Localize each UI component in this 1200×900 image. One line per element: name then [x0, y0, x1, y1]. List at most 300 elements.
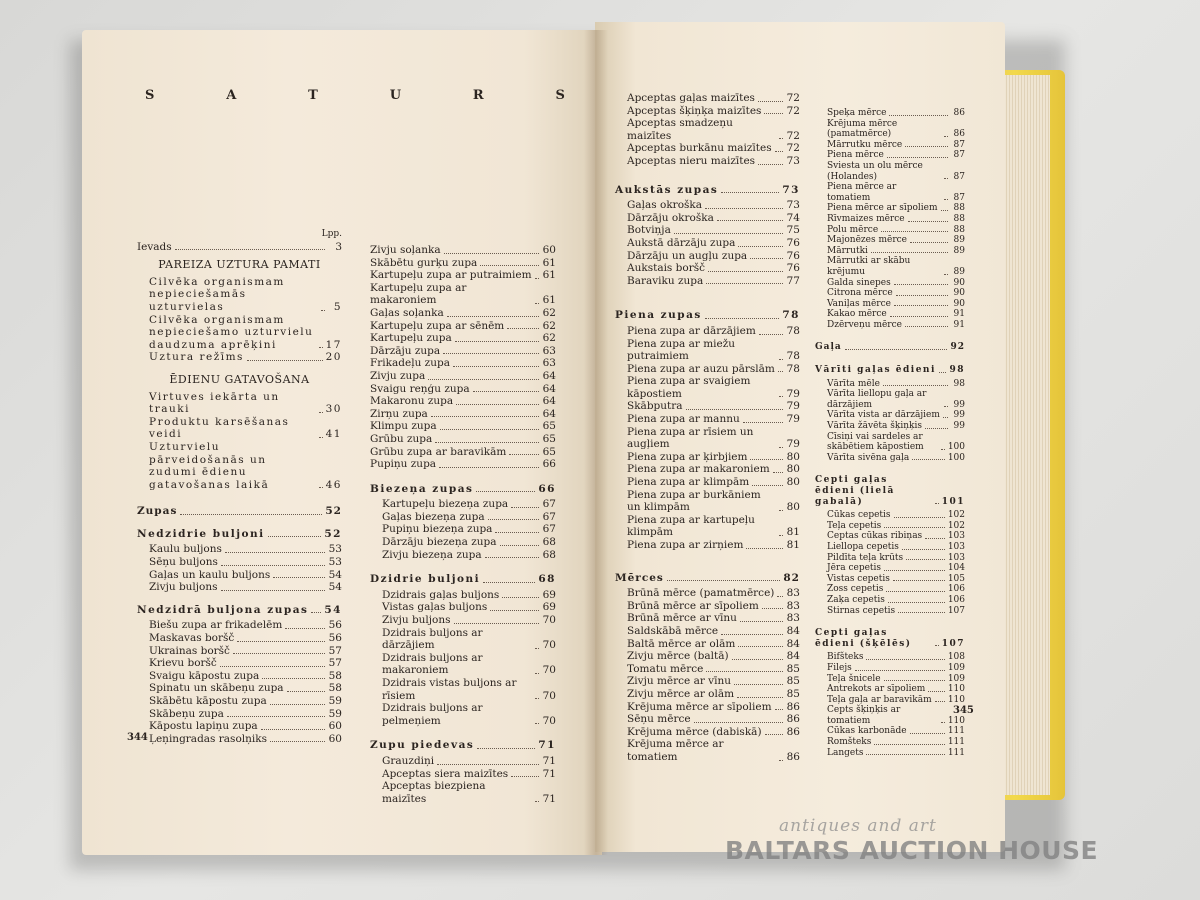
- toc-entry: [827, 542, 965, 553]
- entry-title: Skābētu kāpostu zupa: [149, 695, 267, 707]
- entry-title: Gaļa: [815, 342, 842, 353]
- entry-page-number: 70: [542, 689, 556, 702]
- dot-leader: [535, 278, 539, 279]
- dot-leader: [321, 310, 325, 311]
- dot-leader: [845, 349, 948, 350]
- dot-leader: [477, 748, 535, 749]
- entry-title: Nedzidrā buljona zupas: [137, 603, 309, 616]
- toc-entry: [149, 351, 342, 364]
- dot-leader: [509, 454, 539, 455]
- entry-title: Kartupeļu zupa ar makaroniem: [370, 281, 467, 307]
- entry-title: Piena zupa ar klimpām: [627, 476, 750, 489]
- toc-entry: [149, 391, 342, 416]
- dot-leader: [894, 517, 945, 518]
- dot-leader: [495, 532, 539, 533]
- dot-leader: [925, 428, 948, 429]
- toc-entry: [827, 453, 965, 464]
- toc-entry: [382, 511, 556, 524]
- entry-title: Mārrutki: [827, 245, 868, 256]
- dot-leader: [884, 680, 945, 681]
- dot-leader: [535, 801, 539, 802]
- section-heading: ĒDIENU GATAVOŠANA: [169, 372, 310, 386]
- toc-entry: [627, 212, 800, 225]
- dot-leader: [894, 284, 948, 285]
- entry-page-number: 70: [542, 639, 556, 652]
- dot-leader: [941, 722, 945, 723]
- toc-entry: [149, 314, 342, 352]
- entry-title: Dzidrais buljons ar dārzājiem: [382, 626, 483, 652]
- dot-leader: [912, 459, 945, 460]
- entry-page-number: 76: [786, 236, 800, 249]
- title-letter: S: [555, 88, 565, 103]
- entry-page-number: 98: [953, 378, 965, 389]
- toc-entry: [382, 601, 556, 614]
- entry-title: Makaronu zupa: [370, 395, 454, 408]
- entry-page-number: 30: [325, 403, 342, 416]
- dot-leader: [319, 487, 323, 488]
- entry-title: Zirņu zupa: [370, 407, 428, 420]
- toc-entry: [827, 421, 965, 432]
- entry-page-number: 75: [786, 224, 800, 237]
- dot-leader: [511, 507, 539, 508]
- entry-title: Zivju mērce ar vīnu: [627, 675, 731, 688]
- entry-page-number: 85: [786, 675, 800, 688]
- dot-leader: [910, 242, 948, 243]
- entry-title: Vārīta sivēna gaļa: [827, 452, 910, 463]
- entry-title: Grūbu zupa: [370, 432, 433, 445]
- entry-page-number: 72: [786, 92, 800, 104]
- entry-page-number: 87: [953, 192, 965, 203]
- toc-entry: [370, 269, 556, 282]
- entry-title: Pupiņu biezeņa zupa: [382, 523, 493, 536]
- entry-page-number: 82: [783, 571, 800, 584]
- entry-title: Bifšteks: [827, 652, 864, 663]
- entry-page-number: 85: [786, 687, 800, 700]
- title-letter: U: [389, 88, 402, 103]
- entry-title: Piena zupa ar makaroniem: [627, 463, 770, 476]
- dot-leader: [273, 577, 325, 578]
- entry-title: Baltā mērce ar olām: [627, 637, 736, 650]
- entry-title: Krējuma mērce ar tomatiem: [627, 738, 724, 763]
- entry-page-number: 65: [542, 445, 556, 458]
- toc-entry: [627, 726, 800, 739]
- entry-page-number: 104: [947, 563, 965, 574]
- dot-leader: [454, 623, 539, 624]
- dot-leader: [896, 295, 948, 296]
- dot-leader: [779, 138, 783, 139]
- entry-page-number: 71: [542, 767, 556, 780]
- toc-section-entry: [370, 739, 556, 752]
- entry-title: Sviesta un olu mērce (Holandes): [827, 160, 923, 182]
- dot-leader: [507, 328, 539, 329]
- dot-leader: [734, 684, 783, 685]
- entry-page-number: 107: [947, 605, 965, 616]
- dot-leader: [476, 491, 535, 492]
- entry-page-number: 99: [953, 410, 965, 421]
- toc-entry: [370, 282, 556, 307]
- entry-title: Gaļas biezeņa zupa: [382, 510, 485, 523]
- entry-title: Sēņu buljons: [149, 556, 218, 569]
- entry-page-number: 59: [328, 707, 342, 720]
- dot-leader: [488, 519, 539, 520]
- entry-page-number: 57: [328, 657, 342, 670]
- entry-title: Dārzāju okroška: [627, 211, 714, 224]
- dot-leader: [721, 634, 783, 635]
- entry-page-number: 91: [953, 319, 965, 330]
- dot-leader: [905, 146, 948, 147]
- entry-page-number: 80: [786, 450, 800, 463]
- toc-entry: [382, 536, 556, 549]
- entry-title: Krējuma mērce (pamatmērce): [827, 118, 898, 140]
- entry-title: Ukrainas boršč: [149, 644, 230, 657]
- dot-leader: [779, 359, 783, 360]
- dot-leader: [706, 283, 783, 284]
- toc-section-entry: [815, 628, 965, 649]
- entry-title: Brūnā mērce ar vīnu: [627, 612, 737, 625]
- entry-page-number: 52: [325, 505, 342, 518]
- dot-leader: [721, 192, 779, 193]
- entry-title: Gaļas soļanka: [370, 306, 444, 319]
- entry-title: Gaļas un kaulu buljons: [149, 568, 271, 581]
- toc-entry: [627, 262, 800, 275]
- entry-title: Kartupeļu zupa: [370, 332, 452, 345]
- entry-title: Zivju mērce (baltā): [627, 650, 729, 663]
- entry-page-number: 63: [542, 344, 556, 357]
- entry-page-number: 86: [786, 713, 800, 726]
- toc-entry: [627, 489, 800, 514]
- entry-page-number: 64: [542, 369, 556, 382]
- entry-page-number: 72: [786, 129, 800, 142]
- entry-page-number: 78: [786, 350, 800, 363]
- toc-entry: [370, 420, 556, 433]
- entry-title: Dzērveņu mērce: [827, 319, 902, 330]
- toc-entry: [827, 309, 965, 320]
- toc-entry: [827, 119, 965, 140]
- dot-leader: [708, 271, 783, 272]
- book-gutter: [584, 30, 608, 855]
- entry-page-number: 54: [328, 581, 342, 594]
- entry-title: Ceptas cūkas ribiņas: [827, 531, 923, 542]
- dot-leader: [674, 233, 783, 234]
- dot-leader: [705, 208, 783, 209]
- entry-title: Zivju buljons: [149, 581, 218, 594]
- entry-page-number: 20: [325, 351, 342, 364]
- dot-leader: [440, 429, 539, 430]
- entry-title: Uztura režīms: [149, 351, 244, 364]
- entry-page-number: 62: [542, 306, 556, 319]
- dot-leader: [750, 459, 783, 460]
- toc-entry: [827, 161, 965, 182]
- entry-title: Apceptas smadzeņu maizītes: [627, 117, 733, 142]
- dot-leader: [893, 580, 945, 581]
- entry-page-number: 70: [542, 714, 556, 727]
- dot-leader: [502, 597, 539, 598]
- dot-leader: [740, 621, 783, 622]
- dot-leader: [428, 379, 539, 380]
- entry-page-number: 86: [786, 750, 800, 763]
- entry-page-number: 88: [953, 203, 965, 214]
- toc-entry: [370, 332, 556, 345]
- entry-title: Apceptas gaļas maizītes: [627, 92, 755, 104]
- entry-page-number: 105: [947, 573, 965, 584]
- entry-page-number: 60: [328, 720, 342, 733]
- dot-leader: [511, 776, 539, 777]
- toc-entry: [627, 688, 800, 701]
- toc-entry: [627, 250, 800, 263]
- entry-title: Cūkas karbonāde: [827, 726, 907, 737]
- toc-entry: [827, 663, 965, 674]
- entry-title: Piena zupa ar kartupeļu klimpām: [627, 513, 755, 539]
- toc-entry: [627, 224, 800, 237]
- entry-title: Kakao mērce: [827, 309, 887, 320]
- toc-entry: [382, 549, 556, 562]
- entry-title: Citrona mērce: [827, 288, 893, 299]
- page-number-left: 344: [127, 732, 148, 743]
- entry-title: Grauzdiņi: [382, 754, 435, 767]
- dot-leader: [906, 559, 945, 560]
- entry-page-number: 52: [324, 527, 342, 540]
- entry-title: Svaigu reņģu zupa: [370, 382, 470, 395]
- dot-leader: [447, 316, 539, 317]
- entry-page-number: 58: [328, 669, 342, 682]
- entry-title: Dzidrais gaļas buljons: [382, 588, 500, 601]
- entry-title: Pupiņu zupa: [370, 458, 437, 471]
- entry-page-number: 106: [947, 594, 965, 605]
- entry-page-number: 71: [538, 739, 556, 752]
- entry-title: Apceptas siera maizītes: [382, 767, 509, 780]
- toc-section-entry: [615, 309, 800, 322]
- entry-title: Piena zupa ar burkāniem un klimpām: [627, 488, 761, 514]
- toc-section-entry: [370, 483, 556, 496]
- dot-leader: [887, 157, 948, 158]
- toc-entry: [627, 451, 800, 464]
- entry-page-number: 57: [328, 644, 342, 657]
- entry-page-number: 89: [953, 266, 965, 277]
- toc-section-entry: [137, 241, 342, 254]
- toc-section-entry: [815, 475, 965, 507]
- entry-page-number: 107: [941, 638, 965, 649]
- entry-title: Brūnā mērce (pamatmērce): [627, 587, 775, 600]
- entry-title: Cepts šķiņķis ar tomatiem: [827, 705, 901, 726]
- toc-entry: [827, 748, 965, 759]
- toc-entry: [382, 652, 556, 677]
- dot-leader: [287, 691, 325, 692]
- dot-leader: [473, 391, 539, 392]
- toc-column-3: [615, 92, 800, 764]
- entry-title: Piena mērce ar sīpoliem: [827, 203, 938, 214]
- entry-title: Romšteks: [827, 737, 872, 748]
- dot-leader: [485, 557, 539, 558]
- entry-page-number: 81: [786, 539, 800, 551]
- entry-title: Aukstās zupas: [615, 183, 719, 196]
- entry-page-number: 78: [786, 362, 800, 375]
- dot-leader: [268, 536, 322, 537]
- entry-title: Brūnā mērce ar sīpoliem: [627, 599, 759, 612]
- toc-entry: [627, 363, 800, 376]
- dot-leader: [535, 303, 539, 304]
- entry-title: Vārīta mēle: [827, 378, 880, 389]
- toc-entry: [827, 674, 965, 685]
- dot-leader: [738, 646, 783, 647]
- entry-page-number: 79: [786, 400, 800, 413]
- dot-leader: [908, 221, 948, 222]
- entry-title: Baraviku zupa: [627, 274, 704, 287]
- entry-page-number: 85: [786, 662, 800, 675]
- entry-page-number: 88: [953, 224, 965, 235]
- entry-page-number: 68: [542, 548, 556, 561]
- dot-leader: [483, 582, 535, 583]
- dot-leader: [944, 136, 948, 137]
- entry-title: Produktu karsēšanas veidi: [149, 415, 290, 441]
- entry-title: Majonēzes mērce: [827, 235, 907, 246]
- dot-leader: [220, 666, 325, 667]
- entry-page-number: 78: [782, 309, 800, 322]
- entry-page-number: 70: [542, 664, 556, 677]
- entry-page-number: 69: [542, 588, 556, 601]
- toc-entry: [827, 278, 965, 289]
- entry-title: Kartupeļu zupa ar sēnēm: [370, 319, 505, 332]
- dot-leader: [480, 265, 539, 266]
- entry-title: Dzidrais buljons ar makaroniem: [382, 651, 483, 677]
- entry-page-number: 84: [786, 624, 800, 637]
- toc-section-entry: [815, 365, 965, 376]
- toc-section-entry: [137, 528, 342, 541]
- entry-page-number: 59: [328, 695, 342, 707]
- watermark-logo-text: BALTARS AUCTION HOUSE: [725, 836, 1099, 865]
- dot-leader: [221, 590, 325, 591]
- dot-leader: [221, 565, 325, 566]
- toc-section-entry: [137, 505, 342, 518]
- entry-page-number: 67: [542, 510, 556, 523]
- toc-entry: [370, 307, 556, 320]
- entry-title: Galda sinepes: [827, 277, 891, 288]
- entry-title: Aukstais boršč: [627, 262, 705, 275]
- entry-title: Maskavas boršč: [149, 632, 235, 645]
- toc-column-4: [815, 108, 965, 758]
- entry-title: Grūbu zupa ar baravikām: [370, 445, 507, 458]
- dot-leader: [935, 503, 939, 504]
- dot-leader: [944, 178, 948, 179]
- entry-page-number: 89: [953, 235, 965, 246]
- dot-leader: [706, 671, 783, 672]
- dot-leader: [944, 274, 948, 275]
- entry-page-number: 83: [786, 587, 800, 600]
- entry-page-number: 111: [947, 726, 965, 737]
- toc-column-1: [137, 228, 342, 745]
- dot-leader: [866, 754, 944, 755]
- toc-entry: [370, 433, 556, 446]
- dot-leader: [717, 220, 783, 221]
- entry-title: Piena zupa ar dārzājiem: [627, 324, 756, 337]
- dot-leader: [759, 334, 783, 335]
- entry-title: Apceptas burkānu maizītes: [627, 142, 772, 155]
- entry-page-number: 110: [947, 684, 965, 695]
- entry-title: Liellopa cepetis: [827, 541, 899, 552]
- entry-title: Kartupeļu zupa ar putraimiem: [370, 269, 532, 282]
- entry-page-number: 86: [786, 700, 800, 713]
- entry-page-number: 100: [947, 442, 965, 453]
- toc-entry: [627, 600, 800, 613]
- toc-entry: [827, 288, 965, 299]
- entry-title: Spinatu un skābeņu zupa: [149, 682, 284, 695]
- entry-page-number: 92: [950, 342, 965, 353]
- dot-leader: [928, 691, 944, 692]
- dot-leader: [775, 709, 783, 710]
- toc-entry: [149, 657, 342, 670]
- dot-leader: [855, 670, 945, 671]
- entry-title: Krievu boršč: [149, 657, 217, 670]
- toc-entry: [370, 446, 556, 459]
- entry-title: Mērces: [615, 571, 664, 584]
- toc-entry: [149, 569, 342, 582]
- entry-title: Zivju biezeņa zupa: [382, 548, 482, 561]
- toc-entry: [627, 701, 800, 714]
- entry-page-number: 100: [947, 452, 965, 463]
- toc-entry: [149, 416, 342, 441]
- entry-title: Cilvēka organismam nepieciešamās uzturvielas: [149, 275, 285, 313]
- dot-leader: [884, 570, 945, 571]
- dot-leader: [883, 385, 948, 386]
- entry-page-number: 70: [542, 614, 556, 627]
- toc-entry: [370, 357, 556, 370]
- toc-entry: [149, 645, 342, 658]
- toc-entry: [627, 463, 800, 476]
- entry-title: Sēņu mērce: [627, 713, 691, 726]
- entry-page-number: 80: [786, 501, 800, 514]
- toc-entry: [382, 755, 556, 768]
- toc-entry: [382, 589, 556, 602]
- entry-title: Polu mērce: [827, 224, 879, 235]
- entry-title: Dzidrie buljoni: [370, 573, 481, 586]
- toc-entry: [370, 257, 556, 270]
- entry-page-number: 69: [542, 601, 556, 614]
- entry-page-number: 72: [786, 104, 800, 117]
- entry-title: Zivju mērce ar olām: [627, 687, 735, 700]
- entry-title: Piena mērce: [827, 150, 884, 161]
- entry-title: Dārzāju zupa: [370, 344, 441, 357]
- dot-leader: [686, 409, 783, 410]
- entry-title: Teļa cepetis: [827, 520, 882, 531]
- entry-title: Apceptas šķiņķa maizītes: [627, 104, 762, 117]
- entry-title: Piena zupa ar miežu putraimiem: [627, 337, 736, 363]
- dot-leader: [500, 545, 539, 546]
- entry-title: Ļeņingradas rasolņiks: [149, 732, 267, 745]
- entry-page-number: 61: [542, 294, 556, 307]
- title-letter: T: [308, 88, 318, 103]
- dot-leader: [319, 437, 323, 438]
- dot-leader: [535, 673, 539, 674]
- entry-title: Vistas cepetis: [827, 573, 890, 584]
- auction-house-watermark: [725, 812, 1125, 872]
- toc-entry: [627, 663, 800, 676]
- entry-title: Cūkas cepetis: [827, 510, 891, 521]
- toc-entry: [370, 345, 556, 358]
- entry-page-number: 5: [333, 300, 342, 313]
- entry-page-number: 84: [786, 637, 800, 650]
- toc-section-entry: [615, 184, 800, 197]
- entry-title: Zoss cepetis: [827, 584, 884, 595]
- toc-entry: [627, 514, 800, 539]
- dot-leader: [910, 733, 945, 734]
- entry-page-number: 73: [786, 199, 800, 212]
- toc-entry: [827, 531, 965, 542]
- dot-leader: [705, 318, 780, 319]
- entry-page-number: 111: [947, 737, 965, 748]
- entry-title: Vistas gaļas buljons: [382, 601, 488, 614]
- entry-page-number: 58: [328, 682, 342, 695]
- dot-leader: [261, 729, 325, 730]
- entry-page-number: 71: [542, 792, 556, 805]
